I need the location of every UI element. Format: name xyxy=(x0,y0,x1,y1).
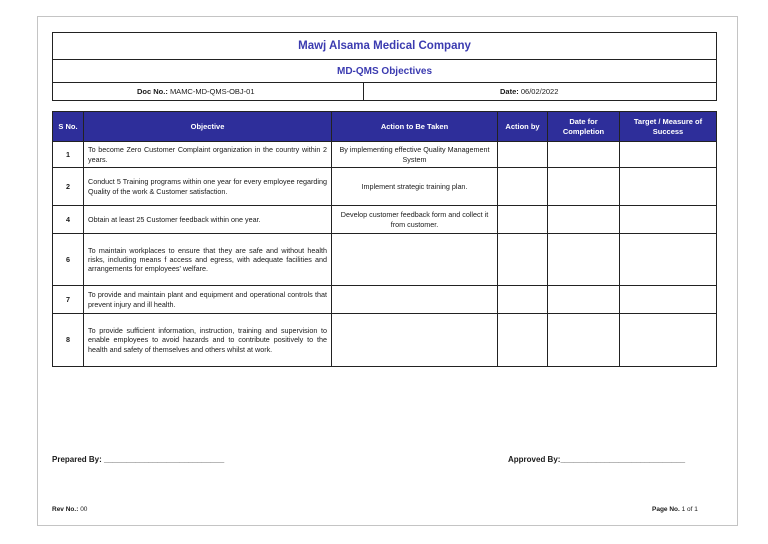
row-sno: 8 xyxy=(53,314,84,367)
row-action-by xyxy=(498,206,548,234)
row-action xyxy=(332,314,498,367)
row-action-by xyxy=(498,142,548,168)
doc-number-cell xyxy=(53,83,364,101)
row-action-by xyxy=(498,168,548,206)
company-name: Mawj Alsama Medical Company xyxy=(53,33,717,60)
row-objective: To provide sufficient information, instruction, training and supervision to enable employees to avoid hazards and to contribute positively to the health and safety of themselves and others whilst at work. xyxy=(84,314,332,367)
document-header xyxy=(52,32,717,101)
table-row xyxy=(53,286,717,314)
document-title: MD-QMS Objectives xyxy=(53,60,717,83)
prepared-by: Prepared By: ___________________________ xyxy=(52,455,225,464)
doc-number: MAMC-MD-QMS-OBJ-01 xyxy=(169,87,255,96)
date-value: 06/02/2022 xyxy=(520,87,559,96)
row-sno: 2 xyxy=(53,168,84,206)
row-target xyxy=(620,142,717,168)
page-number xyxy=(652,506,698,513)
row-target xyxy=(620,206,717,234)
approved-by: Approved By:____________________________ xyxy=(508,455,686,464)
objectives-table xyxy=(52,111,717,367)
column-header-sno: S No. xyxy=(53,112,84,142)
doc-number-label: Doc No.: xyxy=(137,87,168,96)
row-objective: Obtain at least 25 Customer feedback within one year. xyxy=(84,206,332,234)
row-target xyxy=(620,314,717,367)
row-action: Implement strategic training plan. xyxy=(332,168,498,206)
table-row xyxy=(53,234,717,286)
row-date xyxy=(548,286,620,314)
column-header-objective: Objective xyxy=(84,112,332,142)
revision-value: 00 xyxy=(80,506,88,513)
row-objective: Conduct 5 Training programs within one year for every employee regarding Quality of the work & Customer satisfaction. xyxy=(84,168,332,206)
table-row xyxy=(53,142,717,168)
revision-label: Rev No.: xyxy=(52,506,79,513)
table-header-row xyxy=(53,112,717,142)
table-row xyxy=(53,206,717,234)
row-action xyxy=(332,234,498,286)
row-date xyxy=(548,314,620,367)
table-row xyxy=(53,314,717,367)
column-header-action: Action to Be Taken xyxy=(332,112,498,142)
column-header-date: Date for Completion xyxy=(548,112,620,142)
table-row xyxy=(53,168,717,206)
column-header-action-by: Action by xyxy=(498,112,548,142)
row-target xyxy=(620,234,717,286)
row-date xyxy=(548,206,620,234)
row-action: By implementing effective Quality Management System xyxy=(332,142,498,168)
row-sno: 6 xyxy=(53,234,84,286)
row-objective: To provide and maintain plant and equipment and operational controls that prevent injury and ill health. xyxy=(84,286,332,314)
row-sno: 4 xyxy=(53,206,84,234)
row-objective: To become Zero Customer Complaint organization in the country within 2 years. xyxy=(84,142,332,168)
row-action-by xyxy=(498,286,548,314)
page-value: 1 of 1 xyxy=(681,506,698,513)
date-cell xyxy=(364,83,717,101)
column-header-target: Target / Measure of Success xyxy=(620,112,717,142)
row-action xyxy=(332,286,498,314)
row-date xyxy=(548,168,620,206)
row-objective: To maintain workplaces to ensure that they are safe and without health risks, including means f access and egress, with adequate facilities and arrangements for employees' welfare. xyxy=(84,234,332,286)
page-label: Page No. xyxy=(652,506,680,513)
revision-number xyxy=(52,506,87,513)
row-action: Develop customer feedback form and collect it from customer. xyxy=(332,206,498,234)
row-target xyxy=(620,168,717,206)
row-target xyxy=(620,286,717,314)
row-date xyxy=(548,142,620,168)
row-sno: 1 xyxy=(53,142,84,168)
row-date xyxy=(548,234,620,286)
row-action-by xyxy=(498,234,548,286)
date-label: Date: xyxy=(500,87,519,96)
row-action-by xyxy=(498,314,548,367)
row-sno: 7 xyxy=(53,286,84,314)
